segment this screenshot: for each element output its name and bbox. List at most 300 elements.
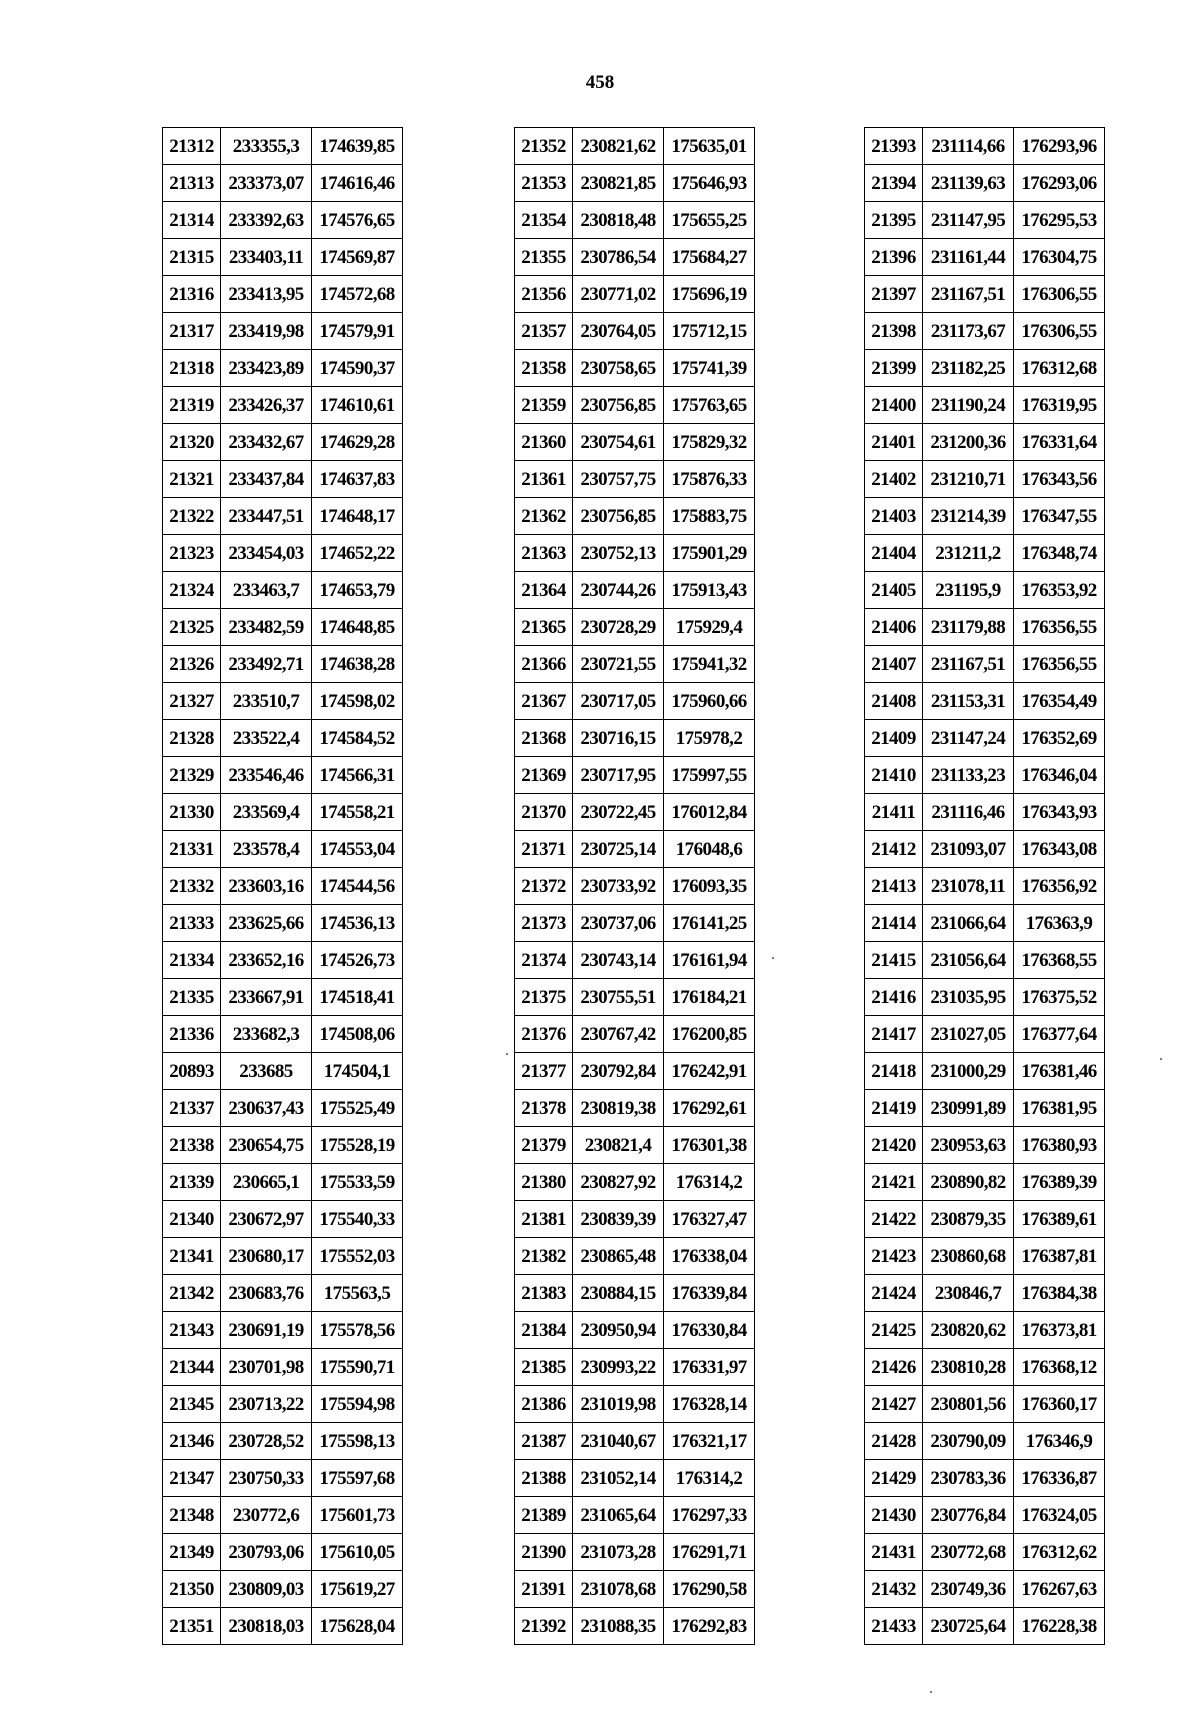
point-number-cell: 21318 (163, 350, 221, 387)
table-row (865, 535, 1105, 572)
table-row (163, 1090, 403, 1127)
point-number-cell: 21420 (865, 1127, 923, 1164)
table-row (515, 1164, 755, 1201)
coordinate-table-1 (162, 127, 403, 1645)
y-coordinate-cell: 175960,66 (664, 683, 755, 720)
table-row (163, 128, 403, 165)
point-number-cell: 21360 (515, 424, 573, 461)
y-coordinate-cell: 176292,83 (664, 1608, 755, 1645)
point-number-cell: 21362 (515, 498, 573, 535)
y-coordinate-cell: 175684,27 (664, 239, 755, 276)
y-coordinate-cell: 176343,93 (1014, 794, 1105, 831)
y-coordinate-cell: 174584,52 (312, 720, 403, 757)
table-row (515, 202, 755, 239)
x-coordinate-cell: 231173,67 (923, 313, 1014, 350)
y-coordinate-cell: 176184,21 (664, 979, 755, 1016)
table-row (515, 572, 755, 609)
y-coordinate-cell: 174653,79 (312, 572, 403, 609)
x-coordinate-cell: 230725,14 (573, 831, 664, 868)
x-coordinate-cell: 230717,05 (573, 683, 664, 720)
y-coordinate-cell: 174518,41 (312, 979, 403, 1016)
point-number-cell: 21366 (515, 646, 573, 683)
point-number-cell: 21370 (515, 794, 573, 831)
y-coordinate-cell: 174576,65 (312, 202, 403, 239)
x-coordinate-cell: 233482,59 (221, 609, 312, 646)
x-coordinate-cell: 230750,33 (221, 1460, 312, 1497)
y-coordinate-cell: 174536,13 (312, 905, 403, 942)
y-coordinate-cell: 176293,96 (1014, 128, 1105, 165)
table-row (163, 1312, 403, 1349)
table-row (515, 1312, 755, 1349)
point-number-cell: 21375 (515, 979, 573, 1016)
coordinate-table-3 (864, 127, 1105, 1645)
x-coordinate-cell: 230801,56 (923, 1386, 1014, 1423)
point-number-cell: 21317 (163, 313, 221, 350)
x-coordinate-cell: 231167,51 (923, 646, 1014, 683)
table-row (515, 683, 755, 720)
x-coordinate-cell: 233578,4 (221, 831, 312, 868)
y-coordinate-cell: 176380,93 (1014, 1127, 1105, 1164)
table-row (515, 387, 755, 424)
y-coordinate-cell: 176314,2 (664, 1460, 755, 1497)
x-coordinate-cell: 231078,11 (923, 868, 1014, 905)
point-number-cell: 21394 (865, 165, 923, 202)
table-row (865, 1497, 1105, 1534)
x-coordinate-cell: 230790,09 (923, 1423, 1014, 1460)
y-coordinate-cell: 174526,73 (312, 942, 403, 979)
y-coordinate-cell: 176293,06 (1014, 165, 1105, 202)
x-coordinate-cell: 230772,6 (221, 1497, 312, 1534)
point-number-cell: 21396 (865, 239, 923, 276)
y-coordinate-cell: 175533,59 (312, 1164, 403, 1201)
y-coordinate-cell: 175929,4 (664, 609, 755, 646)
table-row (163, 942, 403, 979)
table-row (865, 757, 1105, 794)
y-coordinate-cell: 176048,6 (664, 831, 755, 868)
table-row (163, 1127, 403, 1164)
point-number-cell: 21381 (515, 1201, 573, 1238)
point-number-cell: 21401 (865, 424, 923, 461)
point-number-cell: 21399 (865, 350, 923, 387)
point-number-cell: 21414 (865, 905, 923, 942)
table-row (865, 461, 1105, 498)
table-row (865, 1571, 1105, 1608)
table-row (515, 1053, 755, 1090)
table-row (515, 868, 755, 905)
y-coordinate-cell: 175829,32 (664, 424, 755, 461)
point-number-cell: 21329 (163, 757, 221, 794)
table-row (163, 979, 403, 1016)
y-coordinate-cell: 176343,56 (1014, 461, 1105, 498)
point-number-cell: 21315 (163, 239, 221, 276)
table-row (865, 239, 1105, 276)
y-coordinate-cell: 174558,21 (312, 794, 403, 831)
point-number-cell: 21393 (865, 128, 923, 165)
y-coordinate-cell: 176306,55 (1014, 313, 1105, 350)
table-row (515, 165, 755, 202)
point-number-cell: 21397 (865, 276, 923, 313)
x-coordinate-cell: 233682,3 (221, 1016, 312, 1053)
table-row (163, 350, 403, 387)
table-row (865, 1608, 1105, 1645)
table-row (163, 498, 403, 535)
table-row (515, 1127, 755, 1164)
y-coordinate-cell: 176295,53 (1014, 202, 1105, 239)
x-coordinate-cell: 231195,9 (923, 572, 1014, 609)
y-coordinate-cell: 174590,37 (312, 350, 403, 387)
point-number-cell: 21418 (865, 1053, 923, 1090)
y-coordinate-cell: 176330,84 (664, 1312, 755, 1349)
point-number-cell: 21367 (515, 683, 573, 720)
y-coordinate-cell: 176328,14 (664, 1386, 755, 1423)
x-coordinate-cell: 230683,76 (221, 1275, 312, 1312)
table-row (515, 276, 755, 313)
point-number-cell: 21334 (163, 942, 221, 979)
point-number-cell: 21413 (865, 868, 923, 905)
x-coordinate-cell: 230793,06 (221, 1534, 312, 1571)
x-coordinate-cell: 230717,95 (573, 757, 664, 794)
y-coordinate-cell: 176290,58 (664, 1571, 755, 1608)
point-number-cell: 21402 (865, 461, 923, 498)
table-row (163, 609, 403, 646)
y-coordinate-cell: 176368,55 (1014, 942, 1105, 979)
table-row (865, 128, 1105, 165)
y-coordinate-cell: 176267,63 (1014, 1571, 1105, 1608)
point-number-cell: 21314 (163, 202, 221, 239)
x-coordinate-cell: 230733,92 (573, 868, 664, 905)
table-row (163, 202, 403, 239)
point-number-cell: 21408 (865, 683, 923, 720)
point-number-cell: 21338 (163, 1127, 221, 1164)
table-row (865, 683, 1105, 720)
table-row (163, 1460, 403, 1497)
point-number-cell: 21389 (515, 1497, 573, 1534)
y-coordinate-cell: 176368,12 (1014, 1349, 1105, 1386)
x-coordinate-cell: 231214,39 (923, 498, 1014, 535)
x-coordinate-cell: 231078,68 (573, 1571, 664, 1608)
x-coordinate-cell: 230950,94 (573, 1312, 664, 1349)
table-row (515, 794, 755, 831)
y-coordinate-cell: 176141,25 (664, 905, 755, 942)
table-row (515, 720, 755, 757)
point-number-cell: 21380 (515, 1164, 573, 1201)
y-coordinate-cell: 174610,61 (312, 387, 403, 424)
x-coordinate-cell: 230752,13 (573, 535, 664, 572)
point-number-cell: 21359 (515, 387, 573, 424)
table-row (163, 868, 403, 905)
table-row (865, 276, 1105, 313)
x-coordinate-cell: 230772,68 (923, 1534, 1014, 1571)
table-row (865, 1127, 1105, 1164)
y-coordinate-cell: 174638,28 (312, 646, 403, 683)
x-coordinate-cell: 233423,89 (221, 350, 312, 387)
point-number-cell: 21341 (163, 1238, 221, 1275)
y-coordinate-cell: 174504,1 (312, 1053, 403, 1090)
y-coordinate-cell: 176312,68 (1014, 350, 1105, 387)
y-coordinate-cell: 176356,92 (1014, 868, 1105, 905)
point-number-cell: 21403 (865, 498, 923, 535)
point-number-cell: 21377 (515, 1053, 573, 1090)
table-row (163, 646, 403, 683)
y-coordinate-cell: 175997,55 (664, 757, 755, 794)
y-coordinate-cell: 174508,06 (312, 1016, 403, 1053)
table-row (163, 1349, 403, 1386)
point-number-cell: 21409 (865, 720, 923, 757)
x-coordinate-cell: 230809,03 (221, 1571, 312, 1608)
table-row (515, 461, 755, 498)
x-coordinate-cell: 230783,36 (923, 1460, 1014, 1497)
table-row (163, 535, 403, 572)
scan-speck (772, 957, 774, 959)
y-coordinate-cell: 176387,81 (1014, 1238, 1105, 1275)
x-coordinate-cell: 233667,91 (221, 979, 312, 1016)
point-number-cell: 21340 (163, 1201, 221, 1238)
x-coordinate-cell: 233603,16 (221, 868, 312, 905)
point-number-cell: 20893 (163, 1053, 221, 1090)
table-row (865, 609, 1105, 646)
x-coordinate-cell: 230764,05 (573, 313, 664, 350)
table-row (515, 1571, 755, 1608)
x-coordinate-cell: 233437,84 (221, 461, 312, 498)
x-coordinate-cell: 230756,85 (573, 498, 664, 535)
point-number-cell: 21337 (163, 1090, 221, 1127)
point-number-cell: 21364 (515, 572, 573, 609)
point-number-cell: 21374 (515, 942, 573, 979)
point-number-cell: 21331 (163, 831, 221, 868)
x-coordinate-cell: 233625,66 (221, 905, 312, 942)
x-coordinate-cell: 230820,62 (923, 1312, 1014, 1349)
table-row (515, 1534, 755, 1571)
x-coordinate-cell: 230680,17 (221, 1238, 312, 1275)
y-coordinate-cell: 175978,2 (664, 720, 755, 757)
x-coordinate-cell: 230755,51 (573, 979, 664, 1016)
y-coordinate-cell: 176306,55 (1014, 276, 1105, 313)
x-coordinate-cell: 233546,46 (221, 757, 312, 794)
x-coordinate-cell: 233403,11 (221, 239, 312, 276)
point-number-cell: 21392 (515, 1608, 573, 1645)
y-coordinate-cell: 175540,33 (312, 1201, 403, 1238)
point-number-cell: 21400 (865, 387, 923, 424)
x-coordinate-cell: 230771,02 (573, 276, 664, 313)
x-coordinate-cell: 230637,43 (221, 1090, 312, 1127)
x-coordinate-cell: 230757,75 (573, 461, 664, 498)
point-number-cell: 21382 (515, 1238, 573, 1275)
x-coordinate-cell: 233413,95 (221, 276, 312, 313)
y-coordinate-cell: 175619,27 (312, 1571, 403, 1608)
point-number-cell: 21429 (865, 1460, 923, 1497)
point-number-cell: 21323 (163, 535, 221, 572)
table-row (515, 498, 755, 535)
table-row (515, 646, 755, 683)
y-coordinate-cell: 176356,55 (1014, 646, 1105, 683)
coordinate-table-2 (514, 127, 755, 1645)
table-row (163, 831, 403, 868)
table-row (515, 1608, 755, 1645)
x-coordinate-cell: 233454,03 (221, 535, 312, 572)
y-coordinate-cell: 176339,84 (664, 1275, 755, 1312)
y-coordinate-cell: 174569,87 (312, 239, 403, 276)
x-coordinate-cell: 231065,64 (573, 1497, 664, 1534)
table-row (515, 535, 755, 572)
x-coordinate-cell: 231179,88 (923, 609, 1014, 646)
x-coordinate-cell: 233432,67 (221, 424, 312, 461)
y-coordinate-cell: 176363,9 (1014, 905, 1105, 942)
table-row (865, 794, 1105, 831)
point-number-cell: 21365 (515, 609, 573, 646)
x-coordinate-cell: 230743,14 (573, 942, 664, 979)
table-row (163, 165, 403, 202)
y-coordinate-cell: 174616,46 (312, 165, 403, 202)
y-coordinate-cell: 175883,75 (664, 498, 755, 535)
table-row (515, 1386, 755, 1423)
point-number-cell: 21419 (865, 1090, 923, 1127)
point-number-cell: 21372 (515, 868, 573, 905)
x-coordinate-cell: 231200,36 (923, 424, 1014, 461)
y-coordinate-cell: 176354,49 (1014, 683, 1105, 720)
scan-speck (1160, 1058, 1162, 1060)
point-number-cell: 21368 (515, 720, 573, 757)
x-coordinate-cell: 231133,23 (923, 757, 1014, 794)
x-coordinate-cell: 230749,36 (923, 1571, 1014, 1608)
x-coordinate-cell: 230728,29 (573, 609, 664, 646)
point-number-cell: 21376 (515, 1016, 573, 1053)
y-coordinate-cell: 175741,39 (664, 350, 755, 387)
y-coordinate-cell: 175655,25 (664, 202, 755, 239)
point-number-cell: 21432 (865, 1571, 923, 1608)
x-coordinate-cell: 230821,62 (573, 128, 664, 165)
table-row (163, 1571, 403, 1608)
y-coordinate-cell: 176346,9 (1014, 1423, 1105, 1460)
point-number-cell: 21430 (865, 1497, 923, 1534)
x-coordinate-cell: 231153,31 (923, 683, 1014, 720)
x-coordinate-cell: 230786,54 (573, 239, 664, 276)
point-number-cell: 21385 (515, 1349, 573, 1386)
point-number-cell: 21333 (163, 905, 221, 942)
x-coordinate-cell: 231052,14 (573, 1460, 664, 1497)
x-coordinate-cell: 231182,25 (923, 350, 1014, 387)
point-number-cell: 21405 (865, 572, 923, 609)
y-coordinate-cell: 175528,19 (312, 1127, 403, 1164)
point-number-cell: 21313 (163, 165, 221, 202)
point-number-cell: 21352 (515, 128, 573, 165)
point-number-cell: 21332 (163, 868, 221, 905)
point-number-cell: 21416 (865, 979, 923, 1016)
y-coordinate-cell: 174652,22 (312, 535, 403, 572)
x-coordinate-cell: 230744,26 (573, 572, 664, 609)
point-number-cell: 21357 (515, 313, 573, 350)
y-coordinate-cell: 175763,65 (664, 387, 755, 424)
point-number-cell: 21321 (163, 461, 221, 498)
x-coordinate-cell: 230691,19 (221, 1312, 312, 1349)
scan-speck (506, 1053, 508, 1055)
table-row (163, 1386, 403, 1423)
point-number-cell: 21324 (163, 572, 221, 609)
table-row (163, 1053, 403, 1090)
y-coordinate-cell: 175598,13 (312, 1423, 403, 1460)
point-number-cell: 21428 (865, 1423, 923, 1460)
y-coordinate-cell: 174566,31 (312, 757, 403, 794)
x-coordinate-cell: 231139,63 (923, 165, 1014, 202)
x-coordinate-cell: 230737,06 (573, 905, 664, 942)
y-coordinate-cell: 174553,04 (312, 831, 403, 868)
x-coordinate-cell: 231147,95 (923, 202, 1014, 239)
x-coordinate-cell: 233355,3 (221, 128, 312, 165)
point-number-cell: 21336 (163, 1016, 221, 1053)
y-coordinate-cell: 175876,33 (664, 461, 755, 498)
table-row (865, 424, 1105, 461)
table-row (515, 1349, 755, 1386)
point-number-cell: 21386 (515, 1386, 573, 1423)
y-coordinate-cell: 175594,98 (312, 1386, 403, 1423)
table-row (865, 646, 1105, 683)
y-coordinate-cell: 176353,92 (1014, 572, 1105, 609)
y-coordinate-cell: 176012,84 (664, 794, 755, 831)
point-number-cell: 21342 (163, 1275, 221, 1312)
y-coordinate-cell: 175941,32 (664, 646, 755, 683)
x-coordinate-cell: 230818,03 (221, 1608, 312, 1645)
table-row (865, 1386, 1105, 1423)
table-row (515, 128, 755, 165)
x-coordinate-cell: 230665,1 (221, 1164, 312, 1201)
table-row (515, 313, 755, 350)
table-row (163, 239, 403, 276)
table-row (865, 1275, 1105, 1312)
y-coordinate-cell: 176242,91 (664, 1053, 755, 1090)
point-number-cell: 21407 (865, 646, 923, 683)
point-number-cell: 21398 (865, 313, 923, 350)
y-coordinate-cell: 176297,33 (664, 1497, 755, 1534)
y-coordinate-cell: 176324,05 (1014, 1497, 1105, 1534)
x-coordinate-cell: 230721,55 (573, 646, 664, 683)
x-coordinate-cell: 233463,7 (221, 572, 312, 609)
x-coordinate-cell: 231040,67 (573, 1423, 664, 1460)
y-coordinate-cell: 174579,91 (312, 313, 403, 350)
y-coordinate-cell: 176336,87 (1014, 1460, 1105, 1497)
x-coordinate-cell: 233419,98 (221, 313, 312, 350)
x-coordinate-cell: 231000,29 (923, 1053, 1014, 1090)
point-number-cell: 21319 (163, 387, 221, 424)
table-row (515, 350, 755, 387)
table-row (865, 202, 1105, 239)
x-coordinate-cell: 231027,05 (923, 1016, 1014, 1053)
table-row (163, 757, 403, 794)
point-number-cell: 21356 (515, 276, 573, 313)
x-coordinate-cell: 230839,39 (573, 1201, 664, 1238)
y-coordinate-cell: 176352,69 (1014, 720, 1105, 757)
table-row (865, 979, 1105, 1016)
table-row (163, 1275, 403, 1312)
table-row (163, 1164, 403, 1201)
point-number-cell: 21335 (163, 979, 221, 1016)
table-row (163, 1238, 403, 1275)
y-coordinate-cell: 176314,2 (664, 1164, 755, 1201)
table-row (163, 794, 403, 831)
point-number-cell: 21426 (865, 1349, 923, 1386)
y-coordinate-cell: 176377,64 (1014, 1016, 1105, 1053)
y-coordinate-cell: 175646,93 (664, 165, 755, 202)
table-row (515, 424, 755, 461)
x-coordinate-cell: 233569,4 (221, 794, 312, 831)
table-row (865, 572, 1105, 609)
x-coordinate-cell: 230865,48 (573, 1238, 664, 1275)
x-coordinate-cell: 233373,07 (221, 165, 312, 202)
x-coordinate-cell: 230810,28 (923, 1349, 1014, 1386)
y-coordinate-cell: 176292,61 (664, 1090, 755, 1127)
point-number-cell: 21404 (865, 535, 923, 572)
point-number-cell: 21363 (515, 535, 573, 572)
table-row (865, 1016, 1105, 1053)
point-number-cell: 21417 (865, 1016, 923, 1053)
